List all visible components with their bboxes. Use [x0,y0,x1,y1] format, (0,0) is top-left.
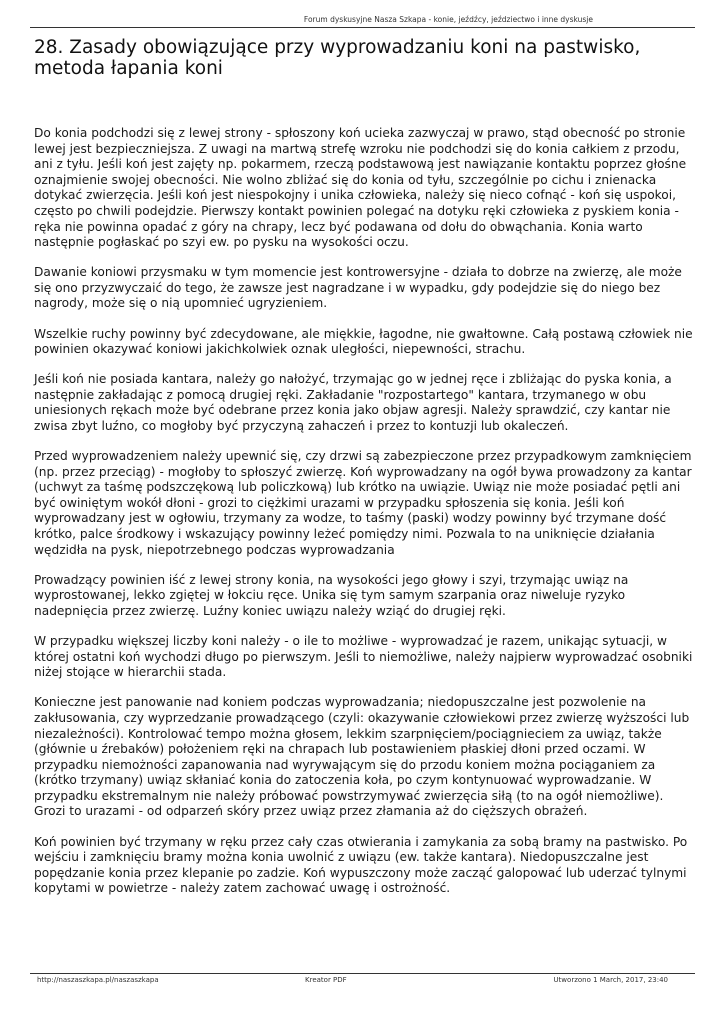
footer-divider [30,973,695,974]
paragraph-multiple-horses: W przypadku większej liczby koni należy - o ile to możliwe - wyprowadzać je razem, unikając sytuacji, w której ostatni koń wychodzi długo po pierwszym. Jeśli to niemożliwe, należy najpierw wyprowadzać osobniki niżej stojące w hierarchii stada. [34,634,693,680]
footer-url-link[interactable]: http://naszaszkapa.pl/naszaszkapa [37,976,159,984]
site-header-title: Forum dyskusyjne Nasza Szkapa - konie, jeźdźcy, jeździectwo i inne dyskusje [303,15,593,24]
footer-created-date: Utworzono 1 March, 2017, 23:40 [553,976,668,984]
paragraph-treats: Dawanie koniowi przysmaku w tym momencie jest kontrowersyjne - działa to dobrze na zwierzę, ale może się ono przyzwyczaić do tego, że zawsze jest nagradzane i w wypadku, gdy podejdzie się do niego bez nagrody, może się o nią upomnieć ugryzieniem. [34,265,682,311]
paragraph-leading-out: Przed wyprowadzeniem należy upewnić się, czy drzwi są zabezpieczone przez przypadkowym zamknięciem (np. przez przeciąg) - mogłoby to spłoszyć zwierzę. Koń wyprowadzany na ogół bywa prowadzony za kantar (uchwyt za taśmę podszczękową lub policzkową) lub krótko na uwiązie. Uwiąz nie może posiadać pętli ani być owiniętym wokół dłoni - grozi to ciężkimi urazami w przypadku spłoszenia się konia. Jeśli koń wyprowadzany jest w ogłowiu, trzymany za wodze, to taśmy (paski) wodzy powinny być trzymane dość krótko, palce środkowy i wskazujący powinny leżeć pomiędzy nimi. Pozwala to na uniknięcie działania wędzidła na pysk, niepotrzebnego podczas wyprowadzania [34,449,692,557]
header-divider [30,27,695,28]
paragraph-approach: Do konia podchodzi się z lewej strony - spłoszony koń ucieka zazwyczaj w prawo, stąd obecność po stronie lewej jest bezpieczniejsza. Z uwagi na martwą strefę wzroku nie podchodzi się do konia całkiem z przodu, ani z tyłu. Jeśli koń jest zajęty np. pokarmem, rzeczą podstawową jest nawiązanie kontaktu poprzez głośne oznajmienie swojej obecności. Nie wolno zbliżać się do konia od tyłu, szczególnie po cichu i znienacka dotykać zwierzęcia. Jeśli koń jest niespokojny i unika człowieka, należy się nieco cofnąć - koń się uspokoi, często po chwili podejdzie. Pierwszy kontakt powinien polegać na dotyku ręki człowieka z pyskiem konia - ręka nie powinna opadać z góry na chrapy, lecz być podawana od dołu do obwąchania. Konia warto następnie pogłaskać po szyi ew. po pysku na wysokości oczu. [34,126,687,250]
footer-generator: Kreator PDF [305,976,347,984]
paragraph-movements: Wszelkie ruchy powinny być zdecydowane, ale miękkie, łagodne, nie gwałtowne. Całą postawą człowiek nie powinien okazywać koniowi jakichkolwiek oznak uległości, niepewności, strachu. [34,326,693,357]
page-title: 28. Zasady obowiązujące przy wyprowadzaniu koni na pastwisko, metoda łapania koni [34,37,641,79]
paragraph-halter: Jeśli koń nie posiada kantara, należy go nałożyć, trzymając go w jednej ręce i zbliżając do pyska konia, a następnie zakładając z pomocą drugiej ręki. Zakładanie "rozpostartego" kantara, trzymanego w obu uniesionych rękach może być odebrane przez konia jako objaw agresji. Należy sprawdzić, czy kantar nie zwisa zbyt luźno, co mogłoby być przyczyną zahaczeń i przez to kontuzji lub okaleczeń. [34,372,672,433]
paragraph-control: Konieczne jest panowanie nad koniem podczas wyprowadzania; niedopuszczalne jest pozwolenie na zakłusowania, czy wyprzedzanie prowadzącego (czyli: okazywanie człowiekowi przez zwierzę wyższości lub niezależności). Kontrolować tempo można głosem, lekkim szarpnięciem/pociągnieciem za uwiąz, także (głównie u źrebaków) położeniem ręki na chrapach lub postawieniem płaskiej dłoni przed oczami. W przypadku niemożności zapanowania nad wyrywającym się do przodu koniem można pociąganiem za (krótko trzymany) uwiąz skłaniać konia do zatoczenia koła, po czym kontynuować wyprowadzanie. W przypadku ekstremalnym nie należy próbować powstrzymywać zwierzęcia siłą (to na ogół niemożliwe). Grozi to urazami - od odparzeń skóry przez uwiąz przez złamania aż do cięższych obrażeń. [34,695,690,819]
article-body [34,126,694,911]
paragraph-handler-position: Prowadzący powinien iść z lewej strony konia, na wysokości jego głowy i szyi, trzymając uwiąz na wyprostowanej, lekko zgiętej w łokciu ręce. Unika się tym samym szarpania oraz niweluje ryzyko nadepnięcia przez zwierzę. Luźny koniec uwiązu należy wziąć do drugiej ręki. [34,572,629,618]
paragraph-gate: Koń powinien być trzymany w ręku przez cały czas otwierania i zamykania za sobą bramy na pastwisko. Po wejściu i zamknięciu bramy można konia uwolnić z uwiązu (ew. także kantara). Niedopuszczalne jest popędzanie konia przez klepanie po zadzie. Koń wypuszczony może zacząć galopować lub uderzać tylnymi kopytami w powietrze - należy zatem zachować uwagę i ostrożność. [34,834,688,896]
